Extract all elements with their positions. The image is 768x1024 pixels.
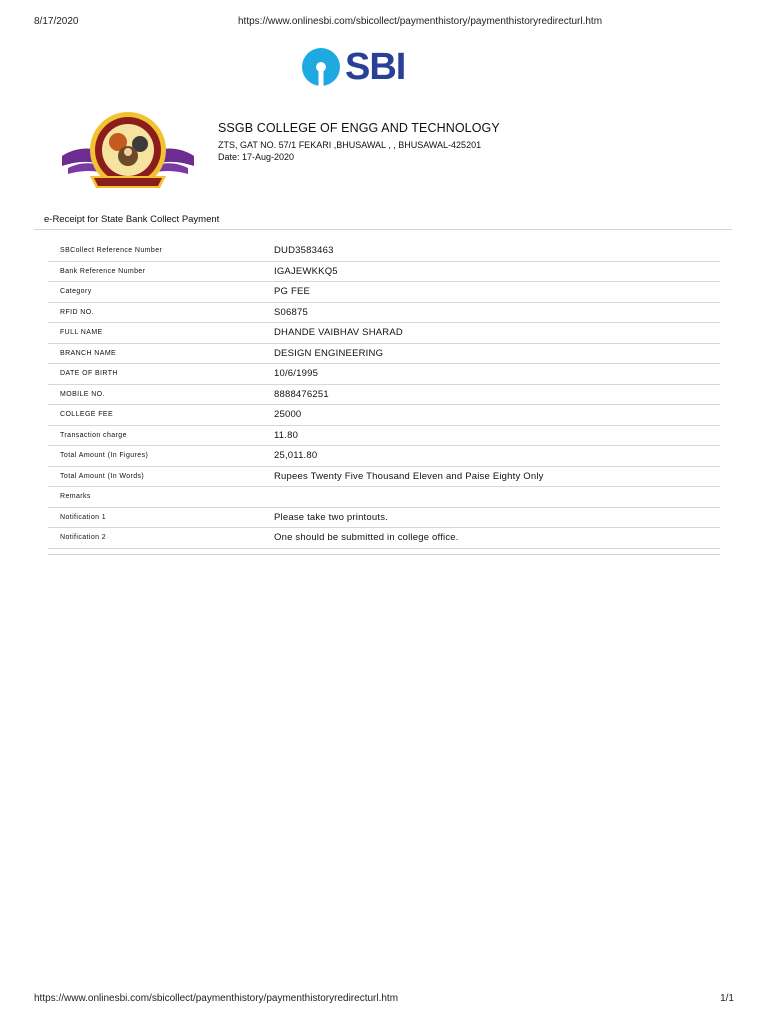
college-address: ZTS, GAT NO. 57/1 FEKARI ,BHUSAWAL , , BHUSAWAL-425201 [218, 140, 482, 150]
row-label: DATE OF BIRTH [60, 370, 118, 378]
row-label: FULL NAME [60, 329, 103, 337]
sbi-logo-text: SBI [345, 46, 406, 88]
row-value: 25,011.80 [274, 450, 318, 462]
table-row [48, 508, 720, 529]
row-label: Notification 1 [60, 513, 107, 521]
row-label: RFID NO. [60, 308, 94, 316]
receipt-title: e-Receipt for State Bank Collect Payment [44, 214, 220, 225]
row-label: BRANCH NAME [60, 349, 117, 357]
row-value: Rupees Twenty Five Thousand Eleven and Paise Eighty Only [274, 470, 544, 482]
footer-url: https://www.onlinesbi.com/sbicollect/paymenthistory/paymenthistoryredirecturl.htm [34, 993, 399, 1004]
row-value: DESIGN ENGINEERING [274, 347, 384, 359]
sbi-keyhole-icon [301, 47, 341, 87]
row-value: 11.80 [274, 429, 299, 441]
title-divider [34, 229, 732, 230]
receipt-date: Date: 17-Aug-2020 [218, 152, 295, 162]
page-number: 1/1 [720, 993, 734, 1004]
table-row [48, 262, 720, 283]
row-value: IGAJEWKKQ5 [274, 265, 338, 277]
row-label: Transaction charge [60, 431, 127, 439]
row-label: Notification 2 [60, 534, 107, 542]
table-end-divider [48, 554, 720, 555]
row-label: SBCollect Reference Number [60, 247, 163, 255]
row-label: Remarks [60, 493, 91, 501]
row-value: DHANDE VAIBHAV SHARAD [274, 327, 403, 339]
row-label: Total Amount (In Figures) [60, 452, 149, 460]
row-value: Please take two printouts. [274, 511, 388, 523]
table-row [48, 241, 720, 262]
table-row [48, 344, 720, 365]
table-row [48, 528, 720, 549]
print-date: 8/17/2020 [34, 16, 79, 27]
table-row [48, 385, 720, 406]
row-label: Total Amount (In Words) [60, 472, 145, 480]
sbi-logo [301, 47, 405, 87]
print-url: https://www.onlinesbi.com/sbicollect/paymenthistory/paymenthistoryredirecturl.htm [238, 16, 603, 27]
row-label: MOBILE NO. [60, 390, 105, 398]
table-row [48, 282, 720, 303]
table-row [48, 426, 720, 447]
row-value: S06875 [274, 306, 308, 318]
row-label: COLLEGE FEE [60, 411, 114, 419]
college-name: SSGB COLLEGE OF ENGG AND TECHNOLOGY [218, 121, 500, 135]
college-info [218, 121, 500, 162]
row-label: Category [60, 288, 92, 296]
row-value: PG FEE [274, 286, 311, 298]
table-row [48, 405, 720, 426]
row-value: 8888476251 [274, 388, 329, 400]
receipt-table [48, 241, 720, 549]
table-row [48, 364, 720, 385]
row-value: DUD3583463 [274, 245, 334, 257]
row-value: One should be submitted in college office. [274, 532, 459, 544]
table-row [48, 467, 720, 488]
table-row [48, 323, 720, 344]
college-emblem-icon [60, 108, 196, 196]
row-value: 25000 [274, 409, 302, 421]
table-row [48, 487, 720, 508]
table-row [48, 303, 720, 324]
table-row [48, 446, 720, 467]
row-value: 10/6/1995 [274, 368, 319, 380]
row-label: Bank Reference Number [60, 267, 146, 275]
